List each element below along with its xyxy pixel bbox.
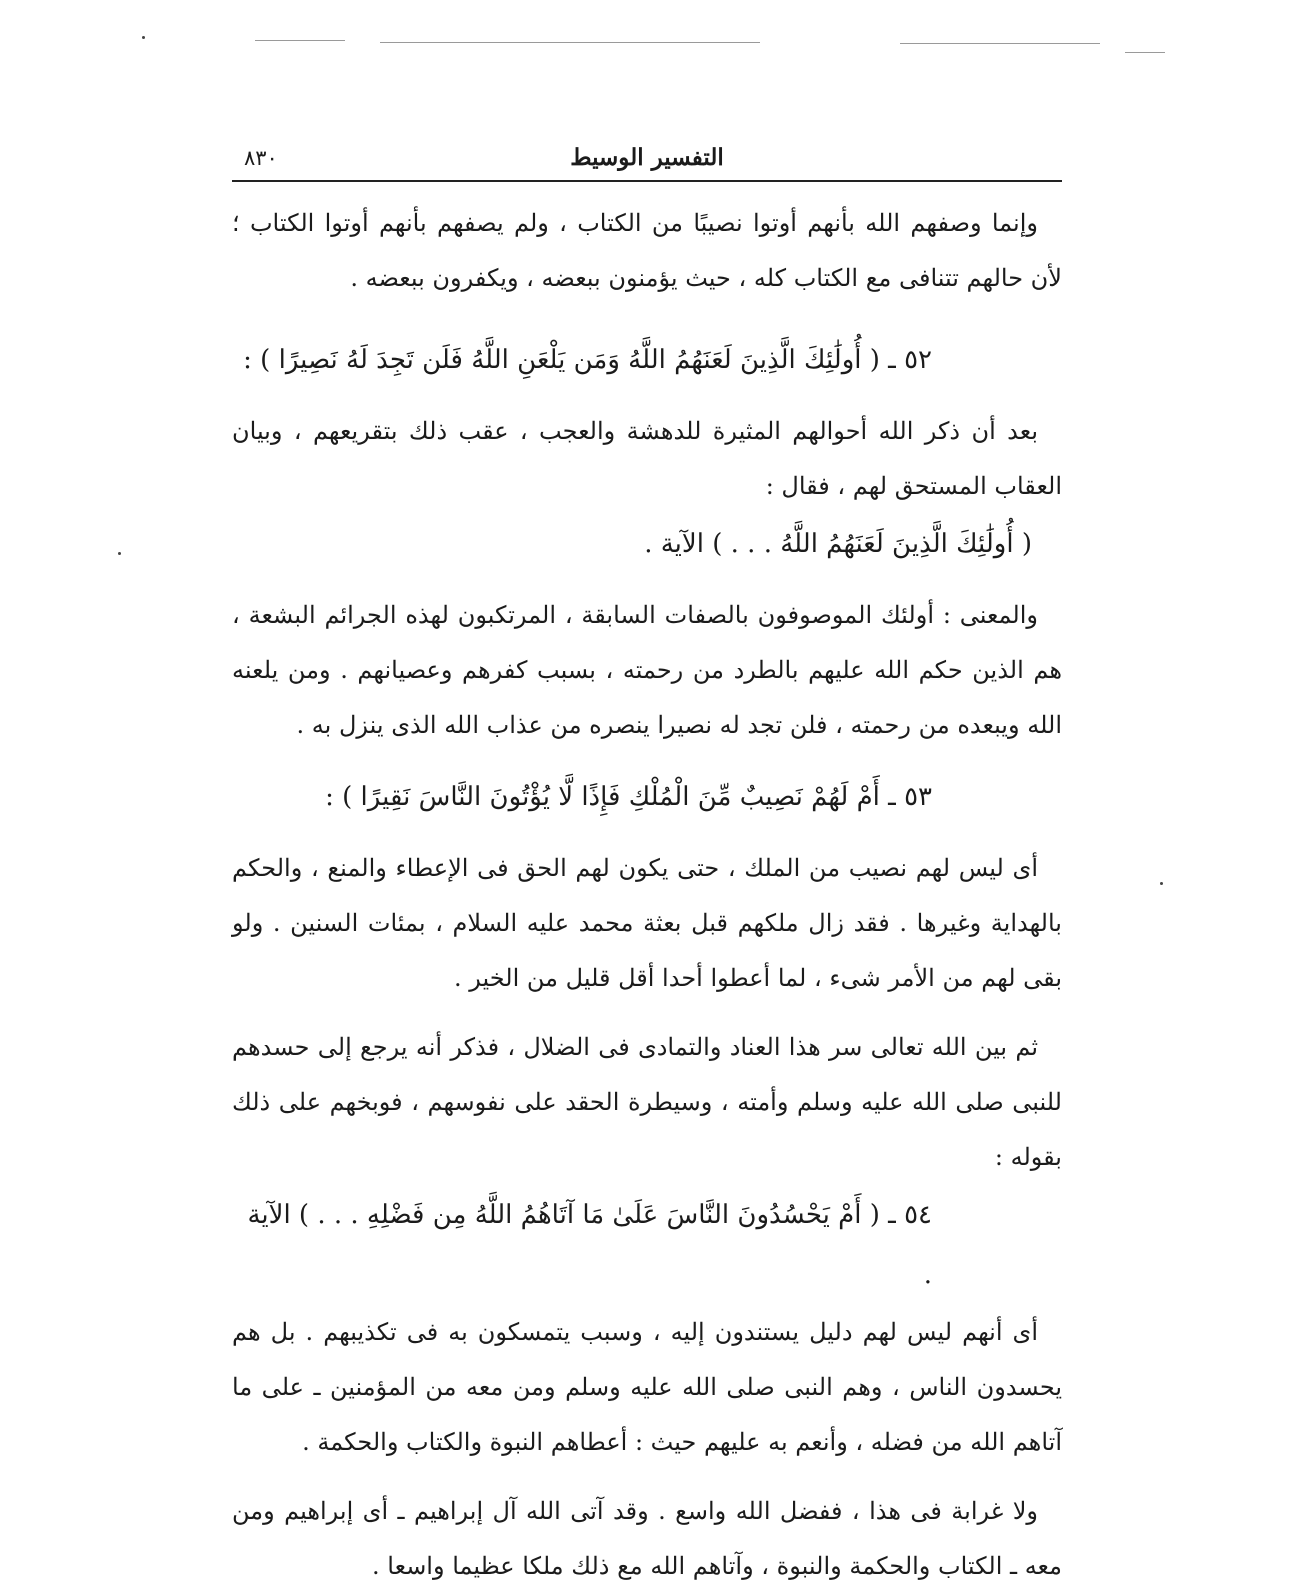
verse-heading-52: ٥٢ ـ ( أُولَٰئِكَ الَّذِينَ لَعَنَهُمُ اللَّهُ وَمَن يَلْعَنِ اللَّهُ فَلَن تَجِدَ لَهُ نَصِيرًا ) : — [243, 345, 932, 375]
paragraph: ثم بين الله تعالى سر هذا العناد والتمادى فى الضلال ، فذكر أنه يرجع إلى حسدهم للنبى صلى الله عليه وسلم وأمته ، وسيطرة الحقد على نفوسهم ، فوبخهم على ذلك بقوله : — [232, 1033, 1062, 1171]
verse-heading-53: ٥٣ ـ أَمْ لَهُمْ نَصِيبٌ مِّنَ الْمُلْكِ فَإِذًا لَّا يُؤْتُونَ النَّاسَ نَقِيرًا ) : — [325, 782, 932, 812]
scan-speck — [1160, 882, 1163, 885]
paragraph: أى أنهم ليس لهم دليل يستندون إليه ، وسبب يتمسكون به فى تكذيبهم . بل هم يحسدون الناس ، وهم النبى صلى الله عليه وسلم ومن معه من المؤمنين ـ على ما آتاهم الله من فضله ، وأنعم به عليهم حيث : أعطاهم النبوة والكتاب والحكمة . — [232, 1318, 1062, 1456]
paragraph: ولا غرابة فى هذا ، ففضل الله واسع . وقد آتى الله آل إبراهيم ـ أى إبراهيم ومن معه ـ الكتاب والحكمة والنبوة ، وآتاهم الله مع ذلك ملكا عظيما واسعا . — [232, 1497, 1062, 1580]
page-header — [232, 140, 1062, 182]
paragraph: وإنما وصفهم الله بأنهم أوتوا نصيبًا من الكتاب ، ولم يصفهم بأنهم أوتوا الكتاب ؛ لأن حالهم تتنافى مع الكتاب كله ، حيث يؤمنون ببعضه ، ويكفرون ببعضه . — [232, 209, 1062, 292]
paragraph: بعد أن ذكر الله أحوالهم المثيرة للدهشة والعجب ، عقب ذلك بتقريعهم ، وبيان العقاب المستحق لهم ، فقال : — [232, 417, 1062, 500]
paragraph: والمعنى : أولئك الموصوفون بالصفات السابقة ، المرتكبون لهذه الجرائم البشعة ، هم الذين حكم الله عليهم بالطرد من رحمته ، بسبب كفرهم وعصيانهم . ومن يلعنه الله ويبعده من رحمته ، فلن تجد له نصيرا ينصره من عذاب الله الذى ينزل به . — [232, 601, 1062, 739]
scan-artifact-line — [255, 40, 345, 41]
page-number: ٨٣٠ — [244, 146, 278, 170]
running-title: التفسير الوسيط — [570, 144, 724, 171]
scan-artifact-line — [1125, 52, 1165, 53]
scan-speck — [118, 552, 121, 555]
verse-quote-52: ( أُولَٰئِكَ الَّذِينَ لَعَنَهُمُ اللَّهُ . . . ) الآية . — [644, 529, 1032, 559]
book-page — [232, 140, 1062, 1594]
verse-heading-54: ٥٤ ـ ( أَمْ يَحْسُدُونَ النَّاسَ عَلَىٰ مَا آتَاهُمُ اللَّهُ مِن فَضْلِهِ . . . ) الآية . — [247, 1200, 932, 1290]
paragraph: أى ليس لهم نصيب من الملك ، حتى يكون لهم الحق فى الإعطاء والمنع ، والحكم بالهداية وغيرها . فقد زال ملكهم قبل بعثة محمد عليه السلام ، بمئات السنين . ولو بقى لهم من الأمر شىء ، لما أعطوا أحدا أقل قليل من الخير . — [232, 854, 1062, 992]
scan-artifact-line — [380, 42, 760, 43]
scan-artifact-line — [900, 43, 1100, 44]
scan-speck — [142, 36, 145, 39]
